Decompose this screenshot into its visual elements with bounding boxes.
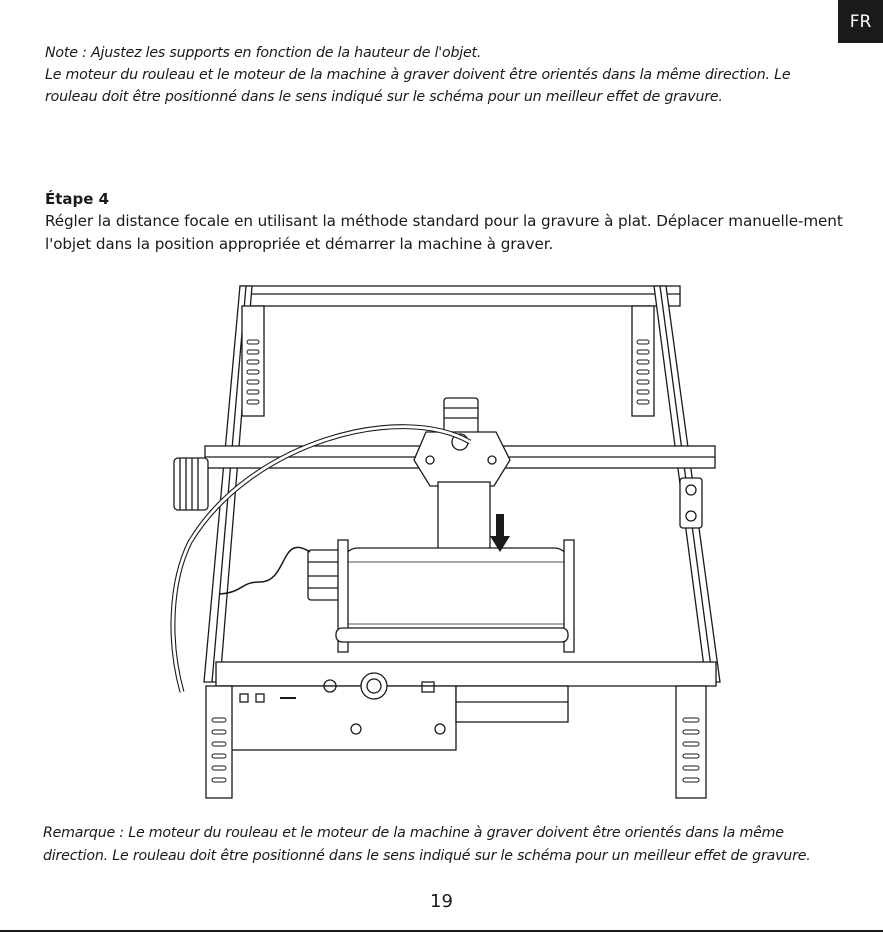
note-block [45,42,845,108]
note-line-1: Note : Ajustez les supports en fonction de la hauteur de l'objet. [45,45,482,61]
engraver-figure [160,282,728,802]
language-tab: FR [838,0,883,43]
page-number: 19 [430,891,453,912]
step-title: Étape 4 [45,190,110,208]
step-body: Régler la distance focale en utilisant la méthode standard pour la gravure à plat. Déplacer manuelle-ment l'objet dans la position appropriée et démarrer la machine à graver. [45,212,843,253]
footer-rule [0,930,883,932]
laser-engraver-illustration [160,282,728,802]
down-arrow-icon [490,514,510,554]
note-line-2: Le moteur du rouleau et le moteur de la machine à graver doivent être orientés dans la même direction. Le rouleau doit être positionné dans le sens indiqué sur le schéma pour un meilleur effet de gravure. [45,67,791,105]
remark-text: Remarque : Le moteur du rouleau et le moteur de la machine à graver doivent être orientés dans la même direction. Le rouleau doit être positionné dans le sens indiqué sur le schéma pour un meilleur effet de gravure. [43,825,811,864]
